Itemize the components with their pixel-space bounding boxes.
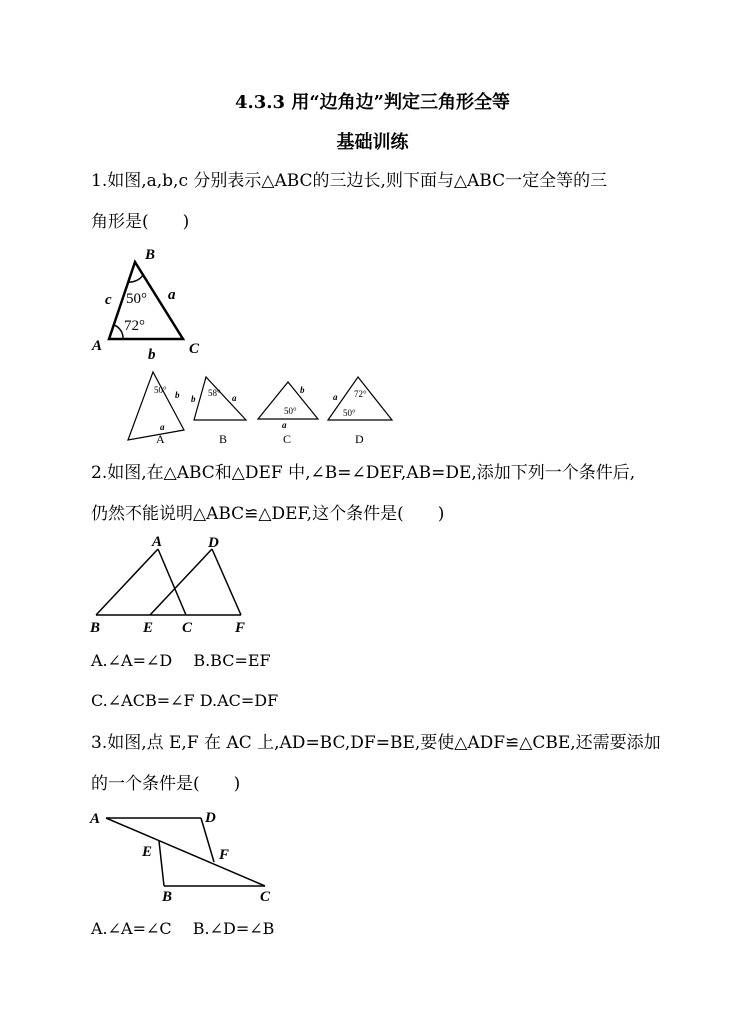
q3-stem-line1: 3.如图,点 E,F 在 AC 上,AD=BC,DF=BE,要使△ADF≌△CBE,还需要添加 [91, 733, 661, 753]
q1-option-d-angle-top: 72° [354, 389, 367, 399]
q1-option-b-angle: 58° [208, 388, 221, 398]
q3-side-eb [159, 841, 164, 886]
q3-stem-line2: 的一个条件是( ) [91, 774, 241, 794]
q1-option-a-side-b: b [175, 390, 180, 400]
q2-label-a: A [152, 534, 163, 550]
q3-label-d: D [205, 810, 216, 826]
q1-label-angle-b: 50° [126, 291, 147, 307]
q1-option-c-angle: 50° [284, 406, 297, 416]
q2-label-b: B [90, 620, 101, 636]
q1-option-a-side-a: a [160, 422, 165, 432]
q1-option-d-angle-bottom: 50° [343, 408, 356, 418]
q1-option-c-side-a: a [282, 420, 287, 430]
q3-label-e: E [142, 844, 153, 860]
q3-options-ab: A.∠A=∠C B.∠D=∠B [91, 919, 275, 938]
q2-label-e: E [143, 620, 154, 636]
q2-options-cd: C.∠ACB=∠F D.AC=DF [91, 691, 279, 710]
q1-label-b-vertex: B [145, 247, 156, 263]
q2-label-d: D [208, 535, 219, 551]
q1-stem-line1: 1.如图,a,b,c 分别表示△ABC的三边长,则下面与△ABC一定全等的三 [91, 171, 608, 191]
q1-stem-line2: 角形是( ) [91, 212, 190, 232]
q1-label-side-a: a [168, 287, 176, 303]
q1-option-d-side-a: a [333, 392, 338, 402]
q1-option-b-caption: B [219, 432, 228, 446]
page-title: 4.3.3 用“边角边”判定三角形全等 [234, 92, 511, 113]
q2-label-c: C [182, 620, 193, 636]
q2-stem-line2: 仍然不能说明△ABC≌△DEF,这个条件是( ) [91, 504, 445, 524]
q3-label-a: A [90, 811, 101, 827]
q2-options-ab: A.∠A=∠D B.BC=EF [91, 651, 271, 670]
q1-label-side-c: c [105, 292, 112, 308]
q1-label-c-vertex: C [189, 341, 200, 357]
q1-option-c-caption: C [283, 432, 292, 446]
q1-option-b-side-b: b [191, 394, 196, 404]
section-title: 基础训练 [336, 132, 409, 153]
q3-diagonal-ac [106, 818, 265, 886]
q3-label-b: B [162, 889, 173, 905]
q3-label-c: C [260, 889, 271, 905]
q3-label-f: F [219, 847, 230, 863]
q1-option-d-caption: D [355, 432, 364, 446]
q1-label-angle-a: 72° [124, 318, 145, 334]
q2-stem-line1: 2.如图,在△ABC和△DEF 中,∠B=∠DEF,AB=DE,添加下列一个条件后, [91, 463, 636, 483]
q1-option-a-angle: 50° [154, 385, 167, 395]
q1-option-b-side-a: a [232, 393, 237, 403]
q1-option-c-side-b: b [300, 385, 305, 395]
q2-label-f: F [235, 620, 246, 636]
q1-label-side-b: b [148, 347, 156, 363]
q1-option-a-caption: A [156, 432, 165, 446]
q1-label-a-vertex: A [92, 338, 103, 354]
